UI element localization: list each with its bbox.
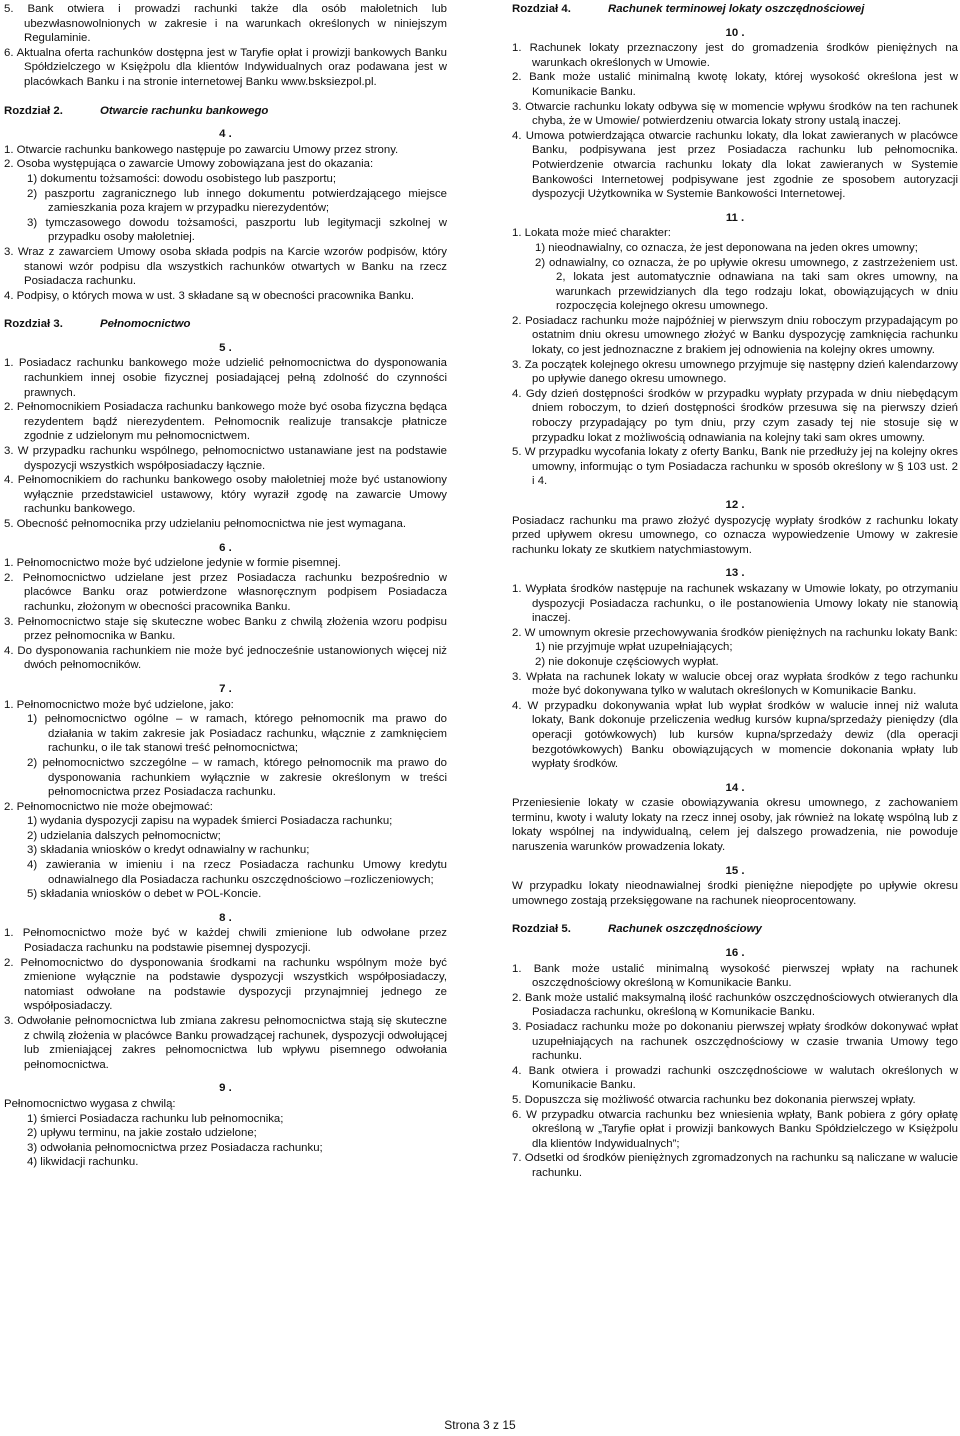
sub-item: 4) likwidacji rachunku. [27, 1156, 139, 1169]
section-number: 6 . [219, 541, 232, 554]
sub-item: 1) dokumentu tożsamości: dowodu osobistego lub paszportu; [27, 172, 336, 185]
chapter-title: Rachunek oszczędnościowy [608, 923, 762, 936]
section-number: 8 . [219, 911, 232, 924]
paragraph: 4. Gdy dzień dostępności środków w przypadku wypłaty przypada w dniu niebędącym dniem roboczym, to dzień dostępności środków przesuwa się na pierwszy dzień roboczy przypadający po tym dniu, przy czym zasady tej nie stosuje się w przypadku lokat z możliwością odnawiania na kolejny taki sam okres umowny. [512, 387, 958, 444]
paragraph: 3. Otwarcie rachunku lokaty odbywa się w momencie wpływu środków na ten rachunek chyba, że w Umowie/ potwierdzeniu otwarcia lokaty strony ustalą inaczej. [512, 100, 958, 128]
paragraph: Posiadacz rachunku ma prawo złożyć dyspozycję wypłaty środków z rachunku lokaty przed upływem okresu umownego, co oznacza wypowiedzenie Umowy w zakresie rachunku lokaty ze skutkiem natychmiastowym. [512, 514, 958, 556]
right-column [512, 2, 958, 1181]
paragraph: 1. Rachunek lokaty przeznaczony jest do gromadzenia środków pieniężnych na warunkach określonych w Umowie. [512, 42, 958, 69]
section-number: 16 . [725, 947, 745, 960]
sub-item: 2) udzielania dalszych pełnomocnictw; [27, 829, 221, 842]
paragraph: 4. Do dysponowania rachunkiem nie może być jednocześnie ustanowionych więcej niż dwóch pełnomocników. [4, 644, 447, 672]
paragraph: 2. Osoba występująca o zawarcie Umowy zobowiązana jest do okazania: [4, 158, 374, 171]
paragraph: 3. Za początek kolejnego okresu umownego przyjmuje się następny dzień kalendarzowy po upływie danego okresu umownego. [512, 358, 958, 386]
sub-item: 2) pełnomocnictwo szczególne – w ramach, którego pełnomocnik ma prawo do dysponowania rachunkiem wyłącznie w zakresie określonym w treści pełnomocnictwa przez Posiadacza rachunku. [27, 756, 447, 799]
chapter-5-heading [512, 922, 958, 937]
paragraph: 4. W przypadku dokonywania wpłat lub wypłat środków w walucie innej niż waluta lokaty, Bank dokonuje przeliczenia według kursów kupna/sprzedaży pieniędzy (dla operacji gotówkowych) lub kursów kupna/sprzedaży dewiz (dla operacji bezgotówkowych) Banku obowiązujących w momencie dokonania wpłaty lub wypłaty środków. [512, 699, 958, 771]
chapter-3-heading [4, 317, 447, 332]
paragraph: W przypadku lokaty nieodnawialnej środki pieniężne niepodjęte po upływie okresu umownego zostają przeksięgowane na rachunek nieoprocentowany. [512, 880, 958, 907]
chapter-number: Rozdział 5. [512, 923, 571, 936]
section-number: 7 . [219, 682, 232, 695]
paragraph: 2. Posiadacz rachunku może najpóźniej w pierwszym dniu roboczym przypadającym po ostatnim dniu okresu umownego złożyć w Banku dyspozycję zamknięcia rachunku lokaty, co jest jednoznaczne z brakiem jej odnowienia na kolejny okres umowny. [512, 314, 958, 357]
paragraph: Przeniesienie lokaty w czasie obowiązywania okresu umownego, z zachowaniem terminu, kwoty i waluty lokaty na rzecz innej osoby, jak również na lokatę wspólną lub z lokaty wspólnej na indywidualną, celem jej dalszego prowadzenia, nie powoduje naruszenia warunków prowadzenia lokaty. [512, 797, 958, 854]
paragraph: 1. Bank może ustalić minimalną wysokość pierwszej wpłaty na rachunek oszczędnościowy określoną w Komunikacie Banku. [512, 962, 958, 990]
paragraph: 3. Wraz z zawarciem Umowy osoba składa podpis na Karcie wzorów podpisów, który stanowi wzór podpisu dla wszystkich rachunków otwartych w Banku na rzecz Posiadacza rachunku. [4, 245, 447, 288]
section-number: 4 . [219, 128, 232, 141]
paragraph: 2. Bank może ustalić minimalną kwotę lokaty, której wysokość określona jest w Komunikacie Banku. [512, 71, 958, 98]
section-number: 13 . [725, 567, 745, 580]
paragraph: 5. Bank otwiera i prowadzi rachunki także dla osób małoletnich lub ubezwłasnowolnionych w zakresie i na warunkach określonych w niniejszym Regulaminie. [4, 3, 447, 45]
left-column [4, 2, 447, 1170]
sub-item: 3) tymczasowego dowodu tożsamości, paszportu lub legitymacji szkolnej w przypadku osoby małoletniej. [27, 216, 447, 244]
paragraph: 2. Pełnomocnictwo nie może obejmować: [4, 800, 213, 813]
chapter-number: Rozdział 3. [4, 318, 63, 331]
chapter-4-heading [512, 2, 958, 17]
paragraph: 3. Posiadacz rachunku może po dokonaniu pierwszej wpłaty środków dokonywać wpłat uzupełniających na rachunek oszczędnościowy w czasie trwania Umowy tego rachunku. [512, 1021, 958, 1063]
section-number: 12 . [725, 499, 745, 511]
sub-item: 2) odnawialny, co oznacza, że po upływie okresu umownego, z zastrzeżeniem ust. 2, lokata jest automatycznie odnawiana na taki sam okres umowny, na warunkach przewidzianych dla tego rodzaju lokat, obowiązujących w dniu rozpoczęcia kolejnego okresu umownego. [535, 256, 958, 313]
paragraph: 1. Posiadacz rachunku bankowego może udzielić pełnomocnictwa do dysponowania rachunkiem innej osobie fizycznej posiadającej pełną zdolność do czynności prawnych. [4, 357, 447, 399]
sub-item: 1) pełnomocnictwo ogólne – w ramach, którego pełnomocnik ma prawo do działania w takim zakresie jak Posiadacz rachunku, włącznie z zamknięciem rachunku, o ile tak stanowi treść pełnomocnictwa; [27, 713, 447, 755]
sub-item: 3) składania wniosków o kredyt odnawialny w rachunku; [27, 844, 310, 857]
paragraph: 2. Bank może ustalić maksymalną ilość rachunków oszczędnościowych otwieranych dla Posiadacza rachunku, określoną w Komunikacie Banku. [512, 991, 958, 1019]
sub-item: 2) paszportu zagranicznego lub innego dokumentu potwierdzającego miejsce zamieszkania poza krajem w przypadku nierezydentów; [27, 187, 447, 215]
paragraph: 3. Odwołanie pełnomocnictwa lub zmiana zakresu pełnomocnictwa stają się skuteczne z chwilą złożenia w placówce Banku prowadzącej rachunek, dyspozycji odwołującej lub zmieniającej zakres pełnomocnictwa lub wpływu pisemnego odwołania pełnomocnictwa. [4, 1015, 447, 1071]
paragraph: 2. Pełnomocnikiem Posiadacza rachunku bankowego może być osoba fizyczna będąca rezydentem bądź nierezydentem. Pełnomocnik realizuje transakcje płatnicze zgodnie z udzielonym mu pełnomocnictwem. [4, 401, 447, 443]
paragraph: 4. Bank otwiera i prowadzi rachunki oszczędnościowe w walutach określonych w Komunikacie Banku. [512, 1064, 958, 1092]
sub-item: 1) śmierci Posiadacza rachunku lub pełnomocnika; [27, 1112, 284, 1125]
paragraph: 5. Obecność pełnomocnika przy udzielaniu pełnomocnictwa nie jest wymagana. [4, 518, 407, 530]
sub-item: 1) wydania dyspozycji zapisu na wypadek śmierci Posiadacza rachunku; [27, 815, 393, 828]
chapter-number: Rozdział 4. [512, 3, 571, 15]
chapter-number: Rozdział 2. [4, 104, 63, 117]
chapter-title: Otwarcie rachunku bankowego [100, 104, 269, 117]
paragraph: 1. Pełnomocnictwo może być w każdej chwili zmienione lub odwołane przez Posiadacza rachunku na podstawie pisemnej dyspozycji. [4, 927, 447, 955]
paragraph: 1. Lokata może mieć charakter: [512, 227, 671, 240]
paragraph: 4. Podpisy, o których mowa w ust. 3 składane są w obecności pracownika Banku. [4, 289, 415, 302]
paragraph: 3. W przypadku rachunku wspólnego, pełnomocnictwo ustanawiane jest na podstawie dyspozycji wszystkich współposiadaczy łącznie. [4, 445, 447, 472]
chapter-2-heading [4, 104, 447, 119]
paragraph: 2. Pełnomocnictwo udzielane jest przez Posiadacza rachunku bezpośrednio w placówce Banku oraz potwierdzone własnoręcznym podpisem Posiadacza rachunku, złożonym w obecności pracownika Banku. [4, 571, 447, 613]
paragraph: 3. Wpłata na rachunek lokaty w walucie obcej oraz wypłata środków z tego rachunku może być dokonywana tylko w walutach określonych w Komunikacie Banku. [512, 670, 958, 698]
sub-item: 2) upływu terminu, na jakie zostało udzielone; [27, 1127, 257, 1140]
paragraph: 3. Pełnomocnictwo staje się skuteczne wobec Banku z chwilą złożenia wzoru podpisu przez pełnomocnika w Banku. [4, 615, 447, 643]
sub-item: 3) odwołania pełnomocnictwa przez Posiadacza rachunku; [27, 1141, 323, 1154]
paragraph: 2. W umownym okresie przechowywania środków pieniężnych na rachunku lokaty Bank: [512, 626, 958, 639]
paragraph: 1. Pełnomocnictwo może być udzielone jedynie w formie pisemnej. [4, 557, 341, 570]
sub-item: 1) nieodnawialny, co oznacza, że jest deponowana na jeden okres umowny; [535, 241, 918, 254]
section-number: 15 . [725, 864, 745, 877]
paragraph: Pełnomocnictwo wygasa z chwilą: [4, 1097, 176, 1110]
paragraph: 1. Otwarcie rachunku bankowego następuje po zawarciu Umowy przez strony. [4, 143, 399, 156]
sub-item: 1) nie przyjmuje wpłat uzupełniających; [535, 641, 733, 654]
section-number: 14 . [725, 781, 745, 794]
paragraph: 4. Umowa potwierdzająca otwarcie rachunku lokaty, dla lokat zawieranych w placówce Banku, podpisywana jest przez Posiadacza rachunku lub pełnomocnika. Potwierdzenie otwarcia rachunku lokaty dla lokat zawieranych w Systemie Bankowości Internetowej podpisywane jest zgodnie ze sposobem autoryzacji dyspozycji Użytkownika w Systemie Bankowości Internetowej. [512, 129, 958, 201]
sub-item: 4) zawierania w imieniu i na rzecz Posiadacza rachunku Umowy kredytu odnawialnego dla Posiadacza rachunku oszczędnościowo –rozliczeniowych; [27, 859, 447, 886]
chapter-title: Pełnomocnictwo [100, 318, 191, 331]
paragraph: 6. Aktualna oferta rachunków dostępna jest w Taryfie opłat i prowizji bankowych Banku Spółdzielczego w Księżpolu dla klientów Indywidualnych oraz podawana jest w placówkach Banku i na stronie internetowej Banku www.bsksiezpol.pl. [4, 46, 447, 88]
paragraph: 7. Odsetki od środków pieniężnych zgromadzonych na rachunku są naliczane w walucie rachunku. [512, 1152, 958, 1179]
sub-item: 2) nie dokonuje częściowych wypłat. [535, 655, 719, 668]
chapter-title: Rachunek terminowej lokaty oszczędnościowej [608, 3, 865, 15]
paragraph: 1. Wypłata środków następuje na rachunek wskazany w Umowie lokaty, po otrzymaniu dyspozycji Posiadacza rachunku, o ile postanowienia Umowy lokaty nie stanowią inaczej. [512, 582, 958, 625]
section-number: 11 . [725, 211, 745, 224]
section-number: 5 . [219, 341, 232, 354]
section-number: 10 . [725, 26, 745, 39]
paragraph: 2. Pełnomocnictwo do dysponowania środkami na rachunku wspólnym może być zmienione wyłącznie na podstawie dyspozycji wszystkich współposiadaczy, natomiast odwołane na podstawie dyspozycji przynajmniej jednego ze współposiadaczy. [4, 956, 447, 1013]
paragraph: 5. W przypadku wycofania lokaty z oferty Banku, Bank nie przedłuży jej na kolejny okres umowny, informując o tym Posiadacza rachunku w sposób określony w § 103 ust. 2 i 4. [512, 446, 958, 488]
paragraph: 6. W przypadku otwarcia rachunku bez wniesienia wpłaty, Bank pobiera z góry opłatę określoną w „Taryfie opłat i prowizji bankowych Banku Spółdzielczego w Księżpolu dla klientów Indywidualnych”; [512, 1108, 958, 1150]
paragraph: 5. Dopuszcza się możliwość otwarcia rachunku bez dokonania pierwszej wpłaty. [512, 1093, 916, 1106]
paragraph: 1. Pełnomocnictwo może być udzielone, jako: [4, 698, 234, 711]
paragraph: 4. Pełnomocnikiem do rachunku bankowego osoby małoletniej może być ustanowiony wyłącznie przedstawiciel ustawowy, który wyraził zgodę na zawarcie Umowy rachunku bankowego. [4, 474, 447, 516]
page-number: Strona 3 z 15 [444, 1418, 516, 1432]
sub-item: 5) składania wniosków o debet w POL-Koncie. [27, 888, 262, 901]
section-number: 9 . [219, 1082, 232, 1095]
